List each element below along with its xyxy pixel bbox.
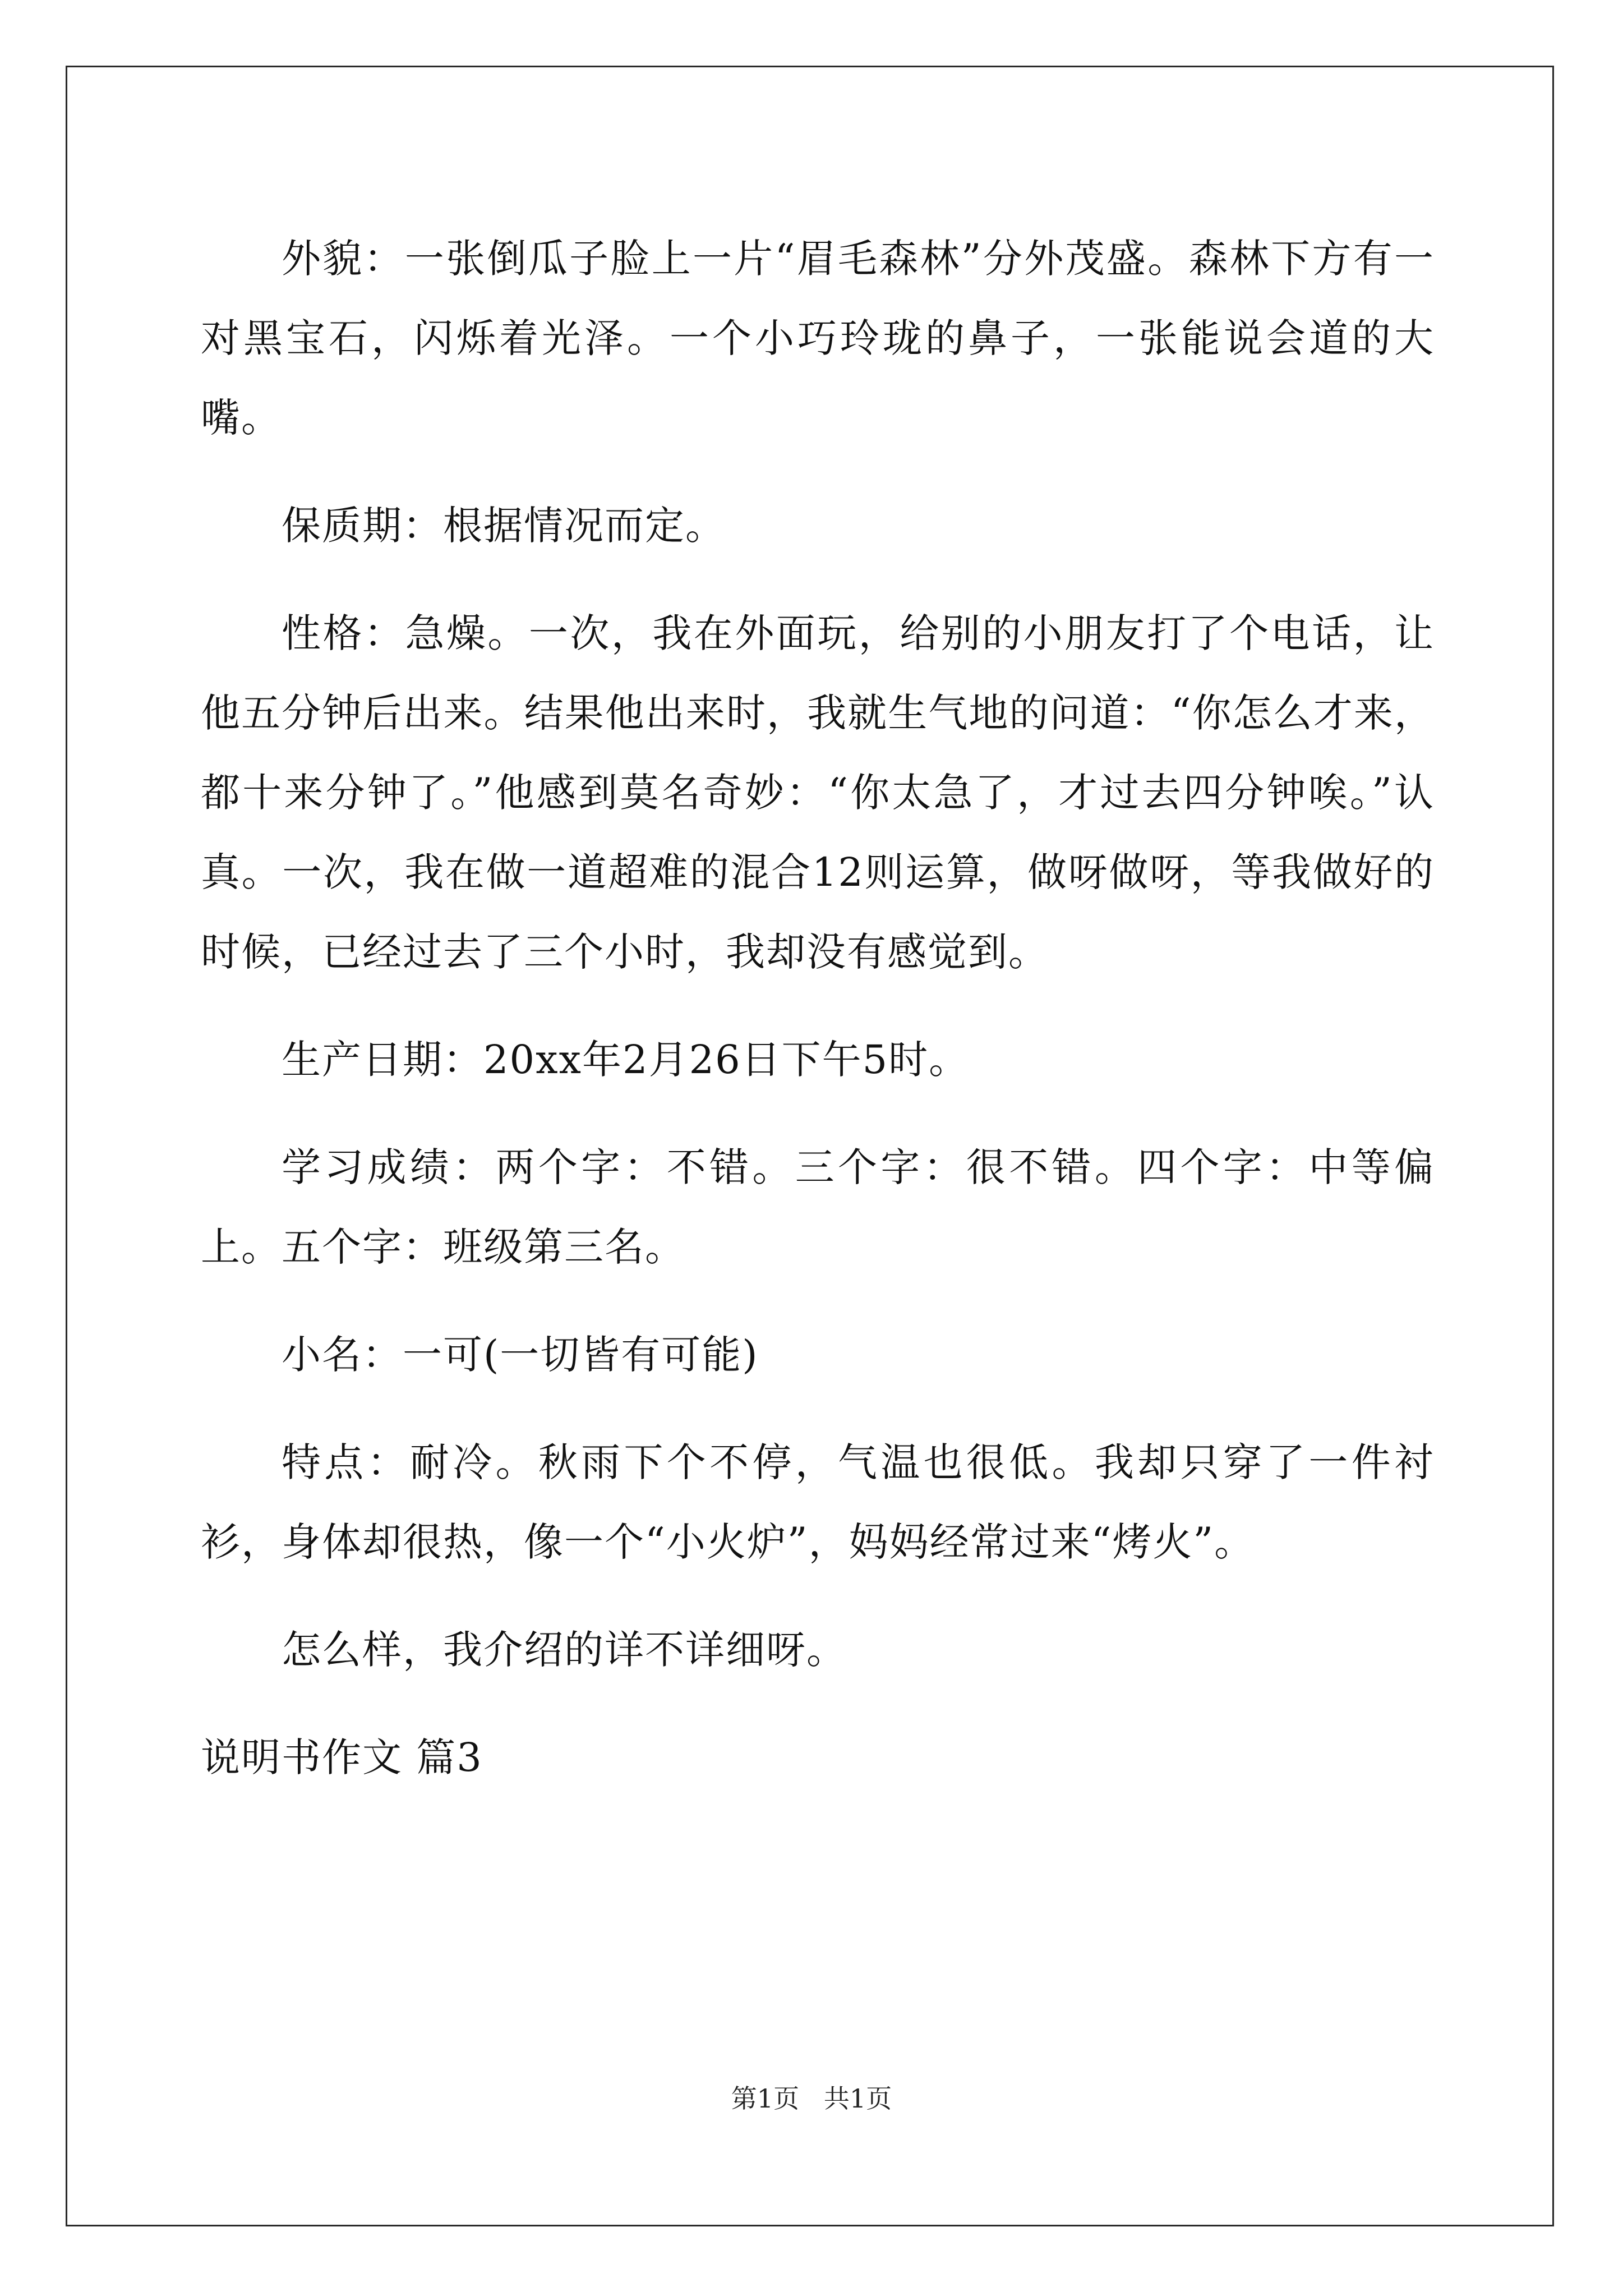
paragraph-production-date: 生产日期：20xx年2月26日下午5时。: [282, 1037, 970, 1083]
paragraph-personality: 性格：急燥。一次，我在外面玩，给别的小朋友打了个电话，让他五分钟后出来。结果他出来时，我就生气地的问道：“你怎么才来，都十来分钟了。”他感到莫名奇妙：“你太急了，才过去四分钟唉。”认真。一次，我在做一道超难的混合12则运算，做呀做呀，等我做好的时候，已经过去了三个小时，我却没有感觉到。: [201, 610, 1435, 975]
page-footer: 第1页 共1页: [731, 2083, 892, 2114]
paragraph-grades: 学习成绩：两个字：不错。三个字：很不错。四个字：中等偏上。五个字：班级第三名。: [201, 1144, 1435, 1270]
paragraph-features: 特点：耐冷。秋雨下个不停，气温也很低。我却只穿了一件衬衫，身体却很热，像一个“小火炉”，妈妈经常过来“烤火”。: [201, 1439, 1435, 1565]
paragraph-closing: 怎么样，我介绍的详不详细呀。: [282, 1627, 847, 1673]
document-body: [201, 219, 1435, 1797]
paragraph-shelf-life: 保质期：根据情况而定。: [282, 503, 726, 549]
section-heading: 说明书作文 篇3: [201, 1734, 483, 1780]
paragraph-nickname: 小名：一可(一切皆有可能): [282, 1332, 759, 1378]
paragraph-appearance: 外貌：一张倒瓜子脸上一片“眉毛森林”分外茂盛。森林下方有一对黑宝石，闪烁着光泽。一个小巧玲珑的鼻子，一张能说会道的大嘴。: [201, 236, 1435, 441]
